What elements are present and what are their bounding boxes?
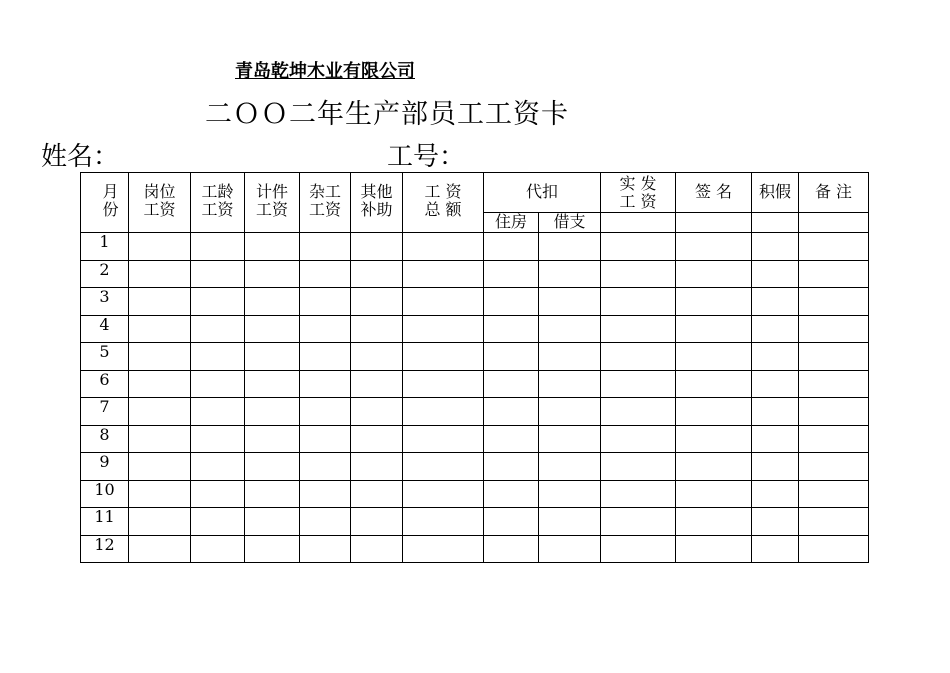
table-cell[interactable] (191, 535, 245, 563)
month-number: 6 (81, 370, 129, 398)
header-remarks-sub (799, 213, 869, 233)
table-cell[interactable] (539, 508, 601, 536)
month-rows (81, 233, 869, 563)
table-cell[interactable] (676, 260, 752, 288)
table-cell[interactable] (191, 370, 245, 398)
table-row (81, 370, 869, 398)
table-row (81, 425, 869, 453)
table-cell[interactable] (601, 343, 676, 371)
table-cell[interactable] (129, 233, 191, 261)
month-number: 1 (81, 233, 129, 261)
table-cell[interactable] (601, 480, 676, 508)
header-leave: 积假 (752, 173, 799, 213)
table-cell[interactable] (484, 343, 539, 371)
table-cell[interactable] (539, 425, 601, 453)
header-piece-wage: 计件 工资 (245, 173, 300, 233)
table-cell[interactable] (799, 315, 869, 343)
table-cell[interactable] (245, 453, 300, 481)
table-cell[interactable] (300, 535, 351, 563)
table-cell[interactable] (601, 260, 676, 288)
table-cell[interactable] (300, 425, 351, 453)
table-cell[interactable] (799, 398, 869, 426)
table-row (81, 398, 869, 426)
table-cell[interactable] (129, 425, 191, 453)
table-cell[interactable] (676, 398, 752, 426)
header-net-wage: 实 发 工 资 (601, 173, 676, 213)
table-cell[interactable] (300, 315, 351, 343)
month-number: 12 (81, 535, 129, 563)
header-remarks: 备 注 (799, 173, 869, 213)
table-cell[interactable] (539, 315, 601, 343)
header-housing: 住房 (484, 213, 539, 233)
table-cell[interactable] (484, 288, 539, 316)
table-cell[interactable] (539, 233, 601, 261)
table-cell[interactable] (351, 343, 403, 371)
table-cell[interactable] (403, 343, 484, 371)
table-cell[interactable] (129, 508, 191, 536)
table-cell[interactable] (484, 370, 539, 398)
table-cell[interactable] (676, 425, 752, 453)
table-row (81, 453, 869, 481)
table-cell[interactable] (191, 508, 245, 536)
table-cell[interactable] (601, 508, 676, 536)
table-cell[interactable] (403, 535, 484, 563)
table-cell[interactable] (752, 260, 799, 288)
table-cell[interactable] (403, 480, 484, 508)
table-cell[interactable] (129, 260, 191, 288)
table-cell[interactable] (129, 370, 191, 398)
table-cell[interactable] (539, 535, 601, 563)
table-cell[interactable] (129, 453, 191, 481)
month-number: 7 (81, 398, 129, 426)
table-cell[interactable] (676, 288, 752, 316)
table-cell[interactable] (799, 535, 869, 563)
table-cell[interactable] (129, 535, 191, 563)
table-cell[interactable] (191, 315, 245, 343)
table-cell[interactable] (752, 480, 799, 508)
table-cell[interactable] (129, 288, 191, 316)
table-cell[interactable] (539, 453, 601, 481)
month-number: 10 (81, 480, 129, 508)
table-cell[interactable] (300, 508, 351, 536)
table-cell[interactable] (676, 453, 752, 481)
table-cell[interactable] (129, 343, 191, 371)
table-cell[interactable] (351, 480, 403, 508)
table-cell[interactable] (484, 425, 539, 453)
table-cell[interactable] (752, 425, 799, 453)
table-cell[interactable] (351, 453, 403, 481)
wage-table (80, 172, 869, 563)
table-cell[interactable] (245, 480, 300, 508)
month-number: 9 (81, 453, 129, 481)
table-cell[interactable] (245, 398, 300, 426)
table-cell[interactable] (539, 288, 601, 316)
table-cell[interactable] (191, 425, 245, 453)
header-net-wage-sub (601, 213, 676, 233)
table-cell[interactable] (191, 343, 245, 371)
table-cell[interactable] (601, 425, 676, 453)
table-cell[interactable] (351, 233, 403, 261)
table-cell[interactable] (300, 288, 351, 316)
table-cell[interactable] (676, 343, 752, 371)
table-cell[interactable] (403, 508, 484, 536)
header-signature: 签 名 (676, 173, 752, 213)
table-cell[interactable] (245, 508, 300, 536)
table-cell[interactable] (484, 315, 539, 343)
table-cell[interactable] (539, 260, 601, 288)
company-name: 青岛乾坤木业有限公司 (235, 61, 415, 82)
page-title: 二ＯＯ二年生产部员工工资卡 (205, 99, 569, 130)
table-cell[interactable] (300, 260, 351, 288)
name-label: 姓名： (41, 142, 120, 172)
table-cell[interactable] (351, 425, 403, 453)
header-deduction: 代扣 (484, 173, 601, 213)
table-cell[interactable] (799, 480, 869, 508)
table-cell[interactable] (752, 508, 799, 536)
table-cell[interactable] (539, 480, 601, 508)
month-number: 2 (81, 260, 129, 288)
table-cell[interactable] (129, 398, 191, 426)
table-cell[interactable] (403, 425, 484, 453)
table-cell[interactable] (799, 453, 869, 481)
table-cell[interactable] (676, 315, 752, 343)
table-cell[interactable] (300, 480, 351, 508)
table-cell[interactable] (676, 480, 752, 508)
table-cell[interactable] (484, 508, 539, 536)
table-row (81, 233, 869, 261)
table-cell[interactable] (191, 480, 245, 508)
table-cell[interactable] (601, 535, 676, 563)
table-cell[interactable] (799, 233, 869, 261)
table-cell[interactable] (752, 315, 799, 343)
table-cell[interactable] (539, 343, 601, 371)
table-cell[interactable] (601, 315, 676, 343)
table-row (81, 480, 869, 508)
table-cell[interactable] (484, 398, 539, 426)
table-row (81, 535, 869, 563)
table-cell[interactable] (191, 288, 245, 316)
table-cell[interactable] (245, 425, 300, 453)
table-cell[interactable] (351, 315, 403, 343)
employee-id-label: 工号： (387, 142, 466, 172)
header-signature-sub (676, 213, 752, 233)
table-cell[interactable] (403, 453, 484, 481)
header-other-subsidy: 其他 补助 (351, 173, 403, 233)
month-number: 4 (81, 315, 129, 343)
header-misc-wage: 杂工 工资 (300, 173, 351, 233)
table-cell[interactable] (351, 288, 403, 316)
table-row (81, 288, 869, 316)
table-cell[interactable] (484, 233, 539, 261)
table-cell[interactable] (351, 508, 403, 536)
table-cell[interactable] (403, 233, 484, 261)
table-cell[interactable] (300, 233, 351, 261)
table-row (81, 343, 869, 371)
header-total-wage: 工 资 总 额 (403, 173, 484, 233)
table-cell[interactable] (484, 480, 539, 508)
table-cell[interactable] (799, 260, 869, 288)
table-cell[interactable] (245, 343, 300, 371)
table-cell[interactable] (403, 288, 484, 316)
table-cell[interactable] (245, 288, 300, 316)
table-cell[interactable] (245, 260, 300, 288)
table-cell[interactable] (752, 343, 799, 371)
table-cell[interactable] (351, 260, 403, 288)
table-cell[interactable] (676, 508, 752, 536)
table-cell[interactable] (351, 535, 403, 563)
table-row (81, 315, 869, 343)
table-cell[interactable] (752, 370, 799, 398)
table-cell[interactable] (676, 535, 752, 563)
table-cell[interactable] (403, 315, 484, 343)
table-cell[interactable] (403, 398, 484, 426)
table-cell[interactable] (539, 398, 601, 426)
table-cell[interactable] (191, 233, 245, 261)
table-cell[interactable] (539, 370, 601, 398)
month-number: 3 (81, 288, 129, 316)
table-cell[interactable] (300, 453, 351, 481)
table-cell[interactable] (300, 370, 351, 398)
table-cell[interactable] (245, 233, 300, 261)
table-cell[interactable] (752, 398, 799, 426)
table-cell[interactable] (245, 370, 300, 398)
month-number: 5 (81, 343, 129, 371)
table-cell[interactable] (752, 288, 799, 316)
table-cell[interactable] (191, 453, 245, 481)
table-cell[interactable] (752, 453, 799, 481)
header-loan: 借支 (539, 213, 601, 233)
table-cell[interactable] (191, 398, 245, 426)
table-cell[interactable] (129, 480, 191, 508)
table-cell[interactable] (601, 398, 676, 426)
table-cell[interactable] (676, 233, 752, 261)
table-cell[interactable] (484, 535, 539, 563)
table-cell[interactable] (351, 370, 403, 398)
table-cell[interactable] (351, 398, 403, 426)
table-cell[interactable] (245, 315, 300, 343)
header-month: 月 份 (81, 173, 129, 233)
table-cell[interactable] (601, 453, 676, 481)
table-cell[interactable] (601, 370, 676, 398)
table-cell[interactable] (601, 288, 676, 316)
header-leave-sub (752, 213, 799, 233)
table-cell[interactable] (799, 425, 869, 453)
table-cell[interactable] (799, 288, 869, 316)
table-cell[interactable] (129, 315, 191, 343)
header-post-wage: 岗位 工资 (129, 173, 191, 233)
table-cell[interactable] (403, 260, 484, 288)
table-row (81, 508, 869, 536)
table-cell[interactable] (676, 370, 752, 398)
table-cell[interactable] (300, 398, 351, 426)
table-cell[interactable] (752, 233, 799, 261)
month-number: 11 (81, 508, 129, 536)
table-cell[interactable] (799, 370, 869, 398)
table-cell[interactable] (484, 260, 539, 288)
table-cell[interactable] (191, 260, 245, 288)
table-cell[interactable] (799, 343, 869, 371)
month-number: 8 (81, 425, 129, 453)
table-cell[interactable] (601, 233, 676, 261)
table-row (81, 260, 869, 288)
table-cell[interactable] (752, 535, 799, 563)
table-cell[interactable] (484, 453, 539, 481)
table-cell[interactable] (799, 508, 869, 536)
table-cell[interactable] (245, 535, 300, 563)
header-seniority-wage: 工龄 工资 (191, 173, 245, 233)
table-cell[interactable] (403, 370, 484, 398)
table-cell[interactable] (300, 343, 351, 371)
